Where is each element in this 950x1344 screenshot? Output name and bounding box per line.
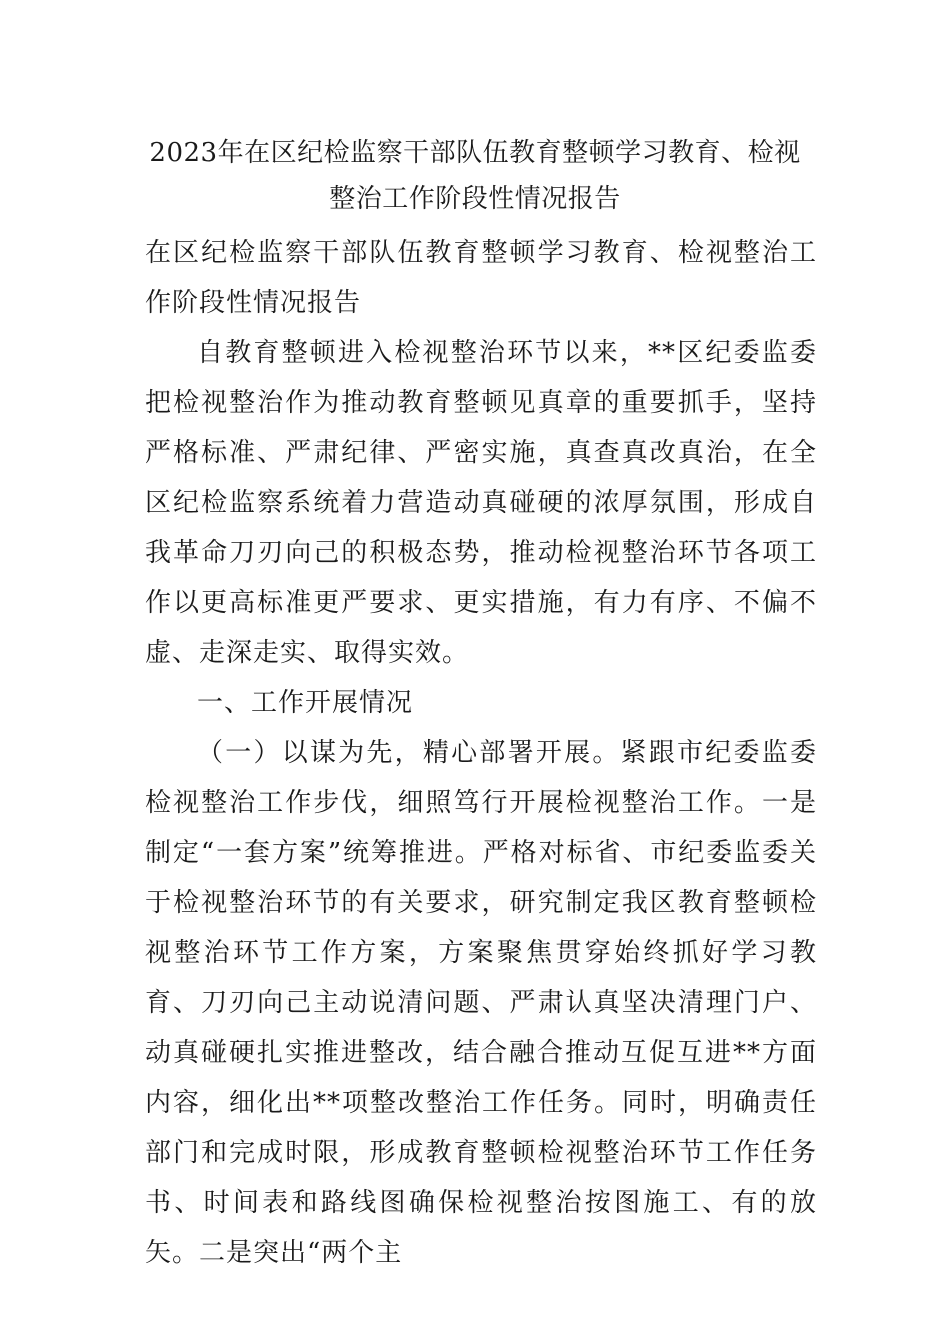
document-body bbox=[145, 228, 817, 1278]
section-paragraph: （一）以谋为先，精心部署开展。紧跟市纪委监委检视整治工作步伐，细照笃行开展检视整治工作。一是制定“一套方案”统筹推进。严格对标省、市纪委监委关于检视整治环节的有关要求，研究制定我区教育整顿检视整治环节工作方案，方案聚焦贯穿始终抓好学习教育、刀刃向己主动说清问题、严肃认真坚决清理门户、动真碰硬扎实推进整改，结合融合推动互促互进**方面内容，细化出**项整改整治工作任务。同时，明确责任部门和完成时限，形成教育整顿检视整治环节工作任务书、时间表和路线图确保检视整治按图施工、有的放矢。二是突出“两个主 bbox=[145, 738, 817, 1268]
document-subtitle: 在区纪检监察干部队伍教育整顿学习教育、检视整治工作阶段性情况报告 bbox=[145, 238, 817, 318]
intro-paragraph: 自教育整顿进入检视整治环节以来，**区纪委监委把检视整治作为推动教育整顿见真章的重要抓手，坚持严格标准、严肃纪律、严密实施，真查真改真治，在全区纪检监察系统着力营造动真碰硬的浓厚氛围，形成自我革命刀刃向己的积极态势，推动检视整治环节各项工作以更高标准更严要求、更实措施，有力有序、不偏不虚、走深走实、取得实效。 bbox=[145, 338, 817, 668]
document-title: 2023年在区纪检监察干部队伍教育整顿学习教育、检视整治工作阶段性情况报告 bbox=[149, 138, 801, 214]
section-heading: 一、工作开展情况 bbox=[197, 688, 414, 718]
